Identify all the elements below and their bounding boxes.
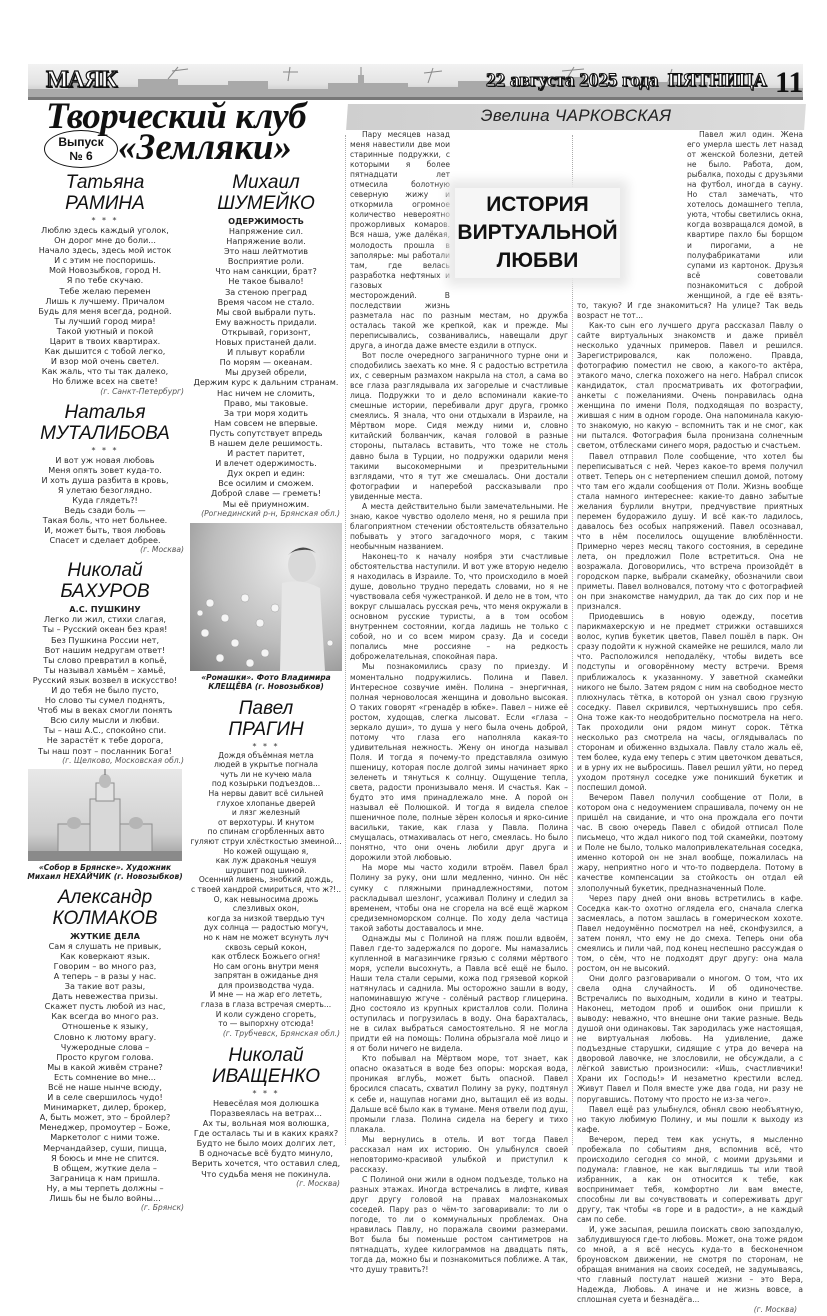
poem-line: О, как невыносима дрожь — [213, 894, 319, 904]
poem-line: Невесёлая моя долюшка — [212, 1097, 320, 1108]
poem-line: как луж драконья чешуя — [215, 856, 317, 866]
poem-line: Держим курс к дальним странам. — [193, 377, 339, 388]
poem-line: Люблю здесь каждый уголок, — [41, 225, 169, 235]
poem-line: Я боюсь и мне не спится. — [51, 1152, 159, 1163]
poem-line: Напряжение воли. — [226, 236, 306, 247]
story-column-1 — [350, 130, 568, 1275]
poem-line: Говорим – во много раз, — [53, 960, 157, 971]
story-paragraph: Как-то сын его лучшего друга рассказал Павлу о сайте виртуальных знакомств и даже привёл несколько удачных примеров. Павел и решился. Зарегистрировался, как положено. Правда, фотографию поместил не свою, а какого-то актёра, этакого мачо, слегка похожего на него. Набрал список кандидаток, стал просматривать их фотографии, анкеты с пожеланиями. Очень понравилась одна женщина по имени Поля, подходящая по возрасту, жившая с ним в одном городе. Она напоминала какую-то знакомую, но какую – вспомнить так и не смог, как ни пытался. Фотография была пронизана солнечным светом, отблесками синего моря, радостью и счастьем. — [577, 320, 803, 451]
poem-line: Ему важность придали. — [215, 316, 317, 327]
poem-line: по спинам сгорбленных авто — [207, 827, 325, 837]
poem-line: Время часом не стало. — [217, 296, 315, 307]
poem-line: Ах ты, вольная моя волюшка, — [202, 1118, 330, 1129]
poem-line: И взор мой очень светел. — [50, 356, 160, 367]
story-paragraph: С Полиной они жили в одном подъезде, только на разных этажах. Иногда встречались в лифте, кивая друг другу головой на правах малознакомых соседей. Пару раз о чём-то заговаривали: то ли о погоде, то ли о коммунальных проблемах. Она нравилась Павлу, но поражала своими размерами. Вот была бы поменьше ростом сантиметров на пятнадцать, худее килограммов на двадцать пять, тогда да, можно бы и познакомиться поближе. А так, что душу травить?! — [350, 1174, 568, 1275]
issue-number: № 6 — [69, 149, 93, 163]
poem-line: И растет паритет, — [227, 448, 305, 459]
story-paragraph: Они долго разговаривали о многом. О том, что их свела одна случайность. И об одиночестве. Встречались по выходным, ходили в кино и театры. Наконец, методом проб и ошибок они пришли к выводу: неважно, что внешне они такие разные. Ведь душой они одинаковы. Так зародилась уже настоящая, не виртуальная любовь. На удивление, даже подъездные старушки, сидящие с утра до вечера на дворовой лавочке, не злословили, не обсуждали, а с лёгкой завистью произносили: «Ишь, счастливчики! Храни их Господь!» И незаметно крестили вслед. Живут Павел и Поля вместе уже два года, ни разу не поругавшись. Потому что просто не из-за чего». — [577, 973, 803, 1104]
story-paragraphs — [577, 130, 803, 1305]
poem-line: И, может быть, твоя любовь — [44, 525, 166, 536]
poem-line: Мой Новозыбков, город Н. — [48, 265, 162, 276]
daisies-caption-2: КЛЕЩЁВА (г. Новозыбков) — [208, 682, 324, 692]
poem-kolmakov — [22, 941, 188, 1203]
poem-line: Скажет пусть любой из нас, — [44, 1001, 166, 1012]
author-first-name: Михаил — [232, 172, 300, 193]
poem-line: В общем, жуткие дела – — [53, 1162, 157, 1173]
author-last-name: МУТАЛИБОВА — [40, 422, 170, 444]
poem-line: Всю силу мысли и любви. — [50, 715, 160, 726]
author-last-name: ИВАЩЕНКО — [212, 1065, 320, 1087]
poem-line: Мы друзей обрели, — [225, 367, 307, 378]
poem-line: Как жаль, что ты так далеко, — [41, 366, 169, 377]
poem-line: По морям — океанам. — [219, 357, 313, 368]
poem-line: Доброй славе — греметь! — [211, 488, 321, 499]
poem-place: (Рогнединский р-н, Брянская обл.) — [201, 508, 340, 518]
poem-line: И с этим не поспоришь. — [54, 255, 156, 266]
poem-place: (г. Брянск) — [140, 1203, 184, 1213]
poem-line: Мерчандайзер, суши, пицца, — [43, 1142, 167, 1153]
newspaper-logo: МАЯК — [46, 67, 117, 93]
poem-line: Есть сомнение во мне... — [54, 1071, 156, 1082]
poem-line: дух солнца — радостью могуч, — [203, 923, 329, 933]
cathedral-illustration — [28, 769, 182, 861]
poem-line: За стеною преград — [225, 286, 307, 297]
story-paragraph: Кто побывал на Мёртвом море, тот знает, как опасно оказаться в воде без опоры: морская вода, проникая вглубь, может быть опасной. Павел бросился спасать, схватил Полину за руку, подтянул к себе и, нащупав ногами дно, вытащил её из воды. Дальше всё было как в тумане. Меня отвели под душ, промыли глаза. Полина сидела на берегу и тихо плакала. — [350, 1054, 568, 1134]
story-paragraph: Вечером Павел получил сообщение от Поли, в котором она с недоумением спрашивала, почему он не пришёл на свидание, и что она прождала его почти час. В свою очередь Павел с обидой отписал Поле письмецо, что ждал никого под той скамейки, поэтому и Поле не было, только малопривлекательная соседка, именно которой он не знал вообще, пожалилась на жару, неприятно ного и что-то подвердела. Потому в качестве компенсации за стойкость он отдал ей злополучный букетик, предназначенный Поле. — [577, 793, 803, 893]
poem-line: Куда глядеть?! — [72, 494, 138, 505]
author-name-ivashchenko — [188, 1043, 344, 1088]
poem-line: Но кожей ощущаю я, — [223, 846, 309, 856]
author-last-name: ПРАГИН — [228, 718, 304, 740]
poem-line: гуляют струи хлёсткостью змеиной... — [190, 836, 342, 846]
poem-line: Царит в твоих квартирах. — [49, 336, 161, 347]
poem-line: Я по тебе скучаю. — [66, 275, 144, 286]
author-name-pragin — [188, 696, 344, 741]
poem-line: Просто кругом голова. — [56, 1051, 154, 1062]
poem-line: И мне — на жар его лететь, — [209, 990, 323, 1000]
poem-mutalibova — [22, 455, 188, 546]
poem-line: Это наш лейтмотив — [223, 246, 309, 257]
poem-line: слезливых окон, — [232, 904, 300, 914]
poem-line: Всё не наше нынче всюду, — [48, 1081, 162, 1092]
author-first-name: Александр — [57, 886, 153, 908]
story-column-2 — [577, 130, 803, 1315]
author-last-name: КОЛМАКОВ — [52, 907, 158, 929]
poem-ivashchenko — [188, 1098, 344, 1179]
headline-line-2: ВИРТУАЛЬНОЙ — [457, 221, 618, 244]
headline-line-3: ЛЮБВИ — [496, 249, 579, 272]
section-title-line1: Творческий клуб — [46, 96, 307, 137]
poem-line: но к нам не может всунуть луч — [203, 932, 329, 942]
story-paragraph: Пару месяцев назад меня навестили две мои старинные подружки, с которыми я более пятнадцати лет отмесила болотную северную жижу и откормила огромное количество невероятно прожорливых комаров. Вся наша, уже далёкая, молодость прошла в заполярье: мы работали там, где велась разработка нефтяных и газовых месторождений. В последствии жизнь разметала нас по разным местам, но дружба осталась такой же крепкой, как и прежде. Мы переписывались, созванивались, навещали друг друга, а иногда даже вместе ездили в отпуск. — [350, 130, 568, 350]
poem-line: И плывут корабли — [227, 347, 305, 358]
poem-place: (г. Москва) — [140, 545, 184, 555]
author-name-shumeiko — [188, 170, 344, 215]
story-paragraph: Павел жил один. Жена его умерла шесть лет назад от женской болезни, детей не было. Работа, дом, рыбалка, походы с друзьями на футбол, иногда в сауну. Но стал замечать, что хотелось домашнего тепла, уюта, чтобы светились окна, когда возвращался домой, в квартире пахло бы борщом и пирогами, а не полуфабрикатами или супами из картонок. Друзья всё советовали познакомиться с доброй женщиной, а где её взять-то, такую? И где знакомиться? На улице? Так ведь возраст не тот... — [577, 130, 803, 320]
poem-line: когда за низкой твердью туч — [207, 913, 325, 923]
poem-line: Чтоб мы в веках смогли понять — [37, 705, 173, 716]
poem-line: Ну, а мы терпеть должны – — [46, 1182, 164, 1193]
poem-line: Словно к лютому врагу. — [53, 1031, 157, 1042]
poem-line: Ты называл хамьём – хамьё, — [44, 664, 166, 675]
poets-column-middle — [188, 170, 344, 1189]
poem-line: Чужеродные слова – — [60, 1041, 150, 1052]
poem-ramina — [22, 225, 188, 387]
poem-line: людей в укрытье погнала — [213, 760, 318, 770]
poem-line: Такая боль, что нет больнее. — [42, 515, 168, 526]
poem-line: Ты лучший город мира! — [54, 315, 156, 326]
poem-line: Спасет и сделает добрее. — [49, 535, 161, 546]
poem-stars: * * * — [252, 741, 280, 751]
story-paragraph: Мы познакомились сразу по приезду. И моментально подружились. Полина и Павел. Интересное созвучие имён. Полина – энергичная, полная черноволосая женщина и довольно высокая. О таких говорят «гренадёр в юбке». Павел – ниже её ростом, худощав, слегка лысоват. Если «глаза – зеркало души», то душа у него была очень доброй, потому что глаза его наполняла какая-то удивительная нежность. Жену он иногда называл Поля. И тогда я почему-то представляла озимую пшеницу, которая после долгой зимы начинает ярко зеленеть и тянуться к солнцу. Ощущение тепла, света, радости пронизывало меня. И счастья. Как – будто это имя принадлежало мне. А порой он называл её Полюшкой. И тогда я видела спелое пшеничное поле, полные зёрен колосья и ярко-синие васильки, такие, как глаза у Павла. Полина смущалась, отмахивалась от него, смеялась. Но было понятно, что они очень любили друг друга и дорожили этой любовью. — [350, 662, 568, 863]
poem-line: от верхотуры. И кнутом — [217, 817, 315, 827]
poem-line: В нашем деле решимость. — [209, 437, 323, 448]
column-divider — [345, 135, 346, 1145]
daisies-illustration — [190, 523, 342, 671]
poem-stars: * * * — [252, 1088, 280, 1098]
poem-line: Русский язык возвел в искусство! — [32, 674, 178, 685]
poem-line: Как всегда во много раз. — [51, 1011, 159, 1022]
poem-line: Где осталась ты и в каких краях? — [193, 1128, 339, 1139]
issue-date-text: 22 августа 2025 года — [485, 70, 659, 91]
section-title-line2: «Земляки» — [118, 127, 293, 168]
poem-line: и лязг железный — [231, 808, 301, 818]
poem-line: глаза в глаза встречая смерть... — [200, 1000, 332, 1010]
author-name-ramina — [22, 170, 188, 215]
poem-line: Сам я слушать не привык, — [48, 940, 162, 951]
author-first-name: Павел — [238, 697, 294, 719]
author-first-name: Николай — [67, 560, 143, 582]
poem-line: Как коверкают язык. — [60, 950, 150, 961]
poem-line: И хоть душа разбита в кровь, — [41, 474, 169, 485]
poem-stars: * * * — [91, 445, 119, 455]
poem-line: За три моря ходить — [223, 407, 309, 418]
poem-line: Будь для меня всегда, родной. — [38, 305, 172, 316]
poem-line: Без Пушкина России нет, — [50, 634, 160, 645]
author-first-name: Николай — [228, 1044, 304, 1066]
story-paragraph: Павел отправил Поле сообщение, что хотел бы переписываться с ней. Через какое-то время получил ответ. Теперь он с нетерпением спешил домой, потому что там его ждали сообщения от Поли. Жизнь вообще стала намного интереснее: какие-то давно забытые желания бурлили внутри, предчувствие приятных перемен будоражило душу. И всё как-то ладилось, давалось без особых напряжений. Павел осознавал, что в нём поселилось ощущение влюблённости. Примерно через месяц такого состояния, в середине лета, он предложил Поле встретиться. Она не возражала. Договорились, что встреча произойдёт в городском парке, выбрали скамейку, обозначили свои приметы. Павел волновался, потому что с фотографией он при знакомстве намудрил, да так до сих пор и не признался. — [577, 451, 803, 612]
story-paragraph: А места действительно были замечательными. Не знаю, какое чувство одолело меня, но я решила при благоприятном стечении обстоятельств обязательно побывать у этого загадочного моря, с таким необычным названием. — [350, 501, 568, 551]
poem-line: И до тебя не было пусто, — [51, 685, 159, 695]
poem-line: Верить хочется, что оставил след, — [191, 1158, 341, 1169]
poem-line: сквозь серый кокон, — [225, 942, 307, 952]
poem-line: то — выпорхну отсюда! — [218, 1019, 314, 1029]
poem-line: Напряжение сил. — [228, 226, 304, 236]
poem-line: Дух окреп и един: — [227, 468, 305, 479]
poem-title: А.С. ПУШКИНУ — [69, 604, 141, 615]
poem-line: Но слово ты сумел поднять, — [44, 695, 166, 706]
story-place: (г. Москва) — [753, 1305, 797, 1315]
poem-line: Тебе желаю перемен — [59, 285, 151, 296]
poem-line: Легко ли жил, стихи слагая, — [44, 614, 166, 625]
poem-line: Я улетаю безоглядно. — [57, 484, 153, 495]
cathedral-caption-1: «Собор в Брянске». Художник — [38, 862, 172, 872]
poem-line: Осенний ливень, знобкий дождь, — [198, 875, 334, 885]
poem-line: Ты слово превратил в копьё, — [43, 654, 167, 665]
daisies-photo — [190, 523, 342, 671]
poem-title: ОДЕРЖИМОСТЬ — [228, 216, 304, 226]
story-paragraph: Вечером, перед тем как уснуть, я мысленно пробежала по событиям дня, вспомнив всё, что происходило сегодня со мной, с моими друзьями и подумала: главное, не как выглядишь ты или твой избранник, а как он относится к тебе, как воспринимает тебя, комфортно ли вам вместе, способны ли вы сочувствовать и сопереживать друг другу, так чтобы «в горе и в радости», а не каждый сам по себе. — [577, 1134, 803, 1225]
poem-line: Будто не было моих долгих лет, — [196, 1138, 336, 1149]
poem-line: Ты – наш А.С., спокойно спи. — [43, 725, 167, 736]
poem-line: чуть ли не кучею мала — [220, 769, 312, 779]
story-headline — [455, 188, 620, 278]
cathedral-painting — [28, 769, 182, 861]
poem-line: Открывай, горизонт, — [221, 326, 311, 337]
poem-line: Что нам санкции, брат? — [215, 266, 317, 277]
poem-line: И коли суждено сгореть, — [215, 1009, 317, 1019]
poem-line: запрятан в ожиданье дня — [213, 971, 319, 981]
poem-line: глухое хлопанье дверей — [216, 798, 316, 808]
poem-line: Отношенье к языку, — [61, 1021, 149, 1032]
poem-line: Право, мы таковые. — [223, 397, 309, 408]
poem-line: Нас ничем не сломить, — [217, 387, 315, 398]
poem-line: Заграница к нам пришла. — [49, 1172, 161, 1183]
poem-line: Он дорог мне до боли... — [54, 235, 156, 246]
story-paragraph: Мы вернулись в отель. И вот тогда Павел рассказал нам их историю. Он улыбнулся своей неповторимо-красивой улыбкой и приступил к рассказу. — [350, 1134, 568, 1174]
poem-stars: * * * — [91, 216, 119, 225]
poem-line: И вот уж новая любовь — [55, 454, 155, 465]
poem-line: Не зарастёт к тебе дорога, — [46, 735, 164, 746]
author-last-name: ШУМЕЙКО — [217, 193, 315, 214]
poem-line: Лишь бы не было войны... — [49, 1193, 161, 1203]
poem-title: ЖУТКИЕ ДЕЛА — [70, 930, 140, 941]
poem-line: И в селе свершилось чудо! — [47, 1092, 163, 1103]
poem-line: Меня опять зовет куда-то. — [48, 464, 162, 475]
poem-line: Восприятие роли. — [227, 256, 305, 267]
poem-line: для производства чуда. — [217, 980, 315, 990]
poem-line: Такой уютный и покой — [56, 325, 154, 336]
poem-line: Ведь сзади боль — — [64, 504, 146, 515]
author-name-kolmakov — [22, 885, 188, 930]
poem-line: На нервы давит всё сильней — [208, 789, 324, 798]
story-paragraph: Через пару дней они вновь встретились в кафе. Соседка как-то охотно оглядела его, сначала слегка засмеялась, а потом зашлась в гомерическом хохоте. Павел недоумённо посмотрел на неё, сконфузился, а затем понял, что ему не до смеха. Теперь они оба смеялись и пили чай, под конец неспешно рассуждая о том, о сём, что не подходят друг другу: она мала ростом, он не высокий. — [577, 893, 803, 973]
author-last-name: БАХУРОВ — [60, 581, 150, 603]
story-paragraph: Приодевшись в новую одежду, посетив парикмахерскую и не предмет стрижки оставшихся волос, купив букетик цветов, Павел пошёл в парк. Он сразу подойти к нужной скамейке не решился, мало ли что. Расположился неподалёку, чтобы видеть все подступы и оговорённому месту встречи. Время приближалось к указанному. У заветной скамейки никого не было. Затем рядом с ним на свободное место плюхнулась тётка, в которой он узнал свою грузную соседку. Павел скривился, чертыхнувшись про себя. Она тоже как-то неодобрительно посмотрела на него. Так проходили они рядом минут сорок. Тётка несколько раз смотрела на часы, оглядывалась по сторонам и обиженно вздыхала. Павлу стало жаль её, тем более, куда ему теперь с этим цветочком деваться, и в урну их не выбросишь. Павел решил уйти, но перед уходом протянул соседке уже поникший букетик и поспешил домой. — [577, 612, 803, 793]
poem-line: В одночасье всё будто минуло, — [199, 1148, 333, 1159]
poem-line: Начало здесь, здесь мой исток — [38, 245, 172, 256]
story-paragraph: Вот после очередного заграничного турне они и сподобились заехать ко мне. Я с радостью встретила их, с северным размахом накрыла на стол, а сама во все глаза разглядывала их загорелые и счастливые лица. Подружки то и дело вспоминали какие-то смешные истории, перебивали друг друга, громко смеялись. Я знала, что они отдыхали в Израиле, на Мёртвом море. Сидя между ними и, словно китайский болванчик, качая головой в разные стороны, пыталась вставить, что тоже не столь давно была в Турции, но подружки одарили меня такими высокомерными и презрительными взглядами, что я тут же смешалась. Они достали фотографии и наперебой рассказывали про увиденные места. — [350, 351, 568, 501]
poem-line: А, быть может, это – бройлер? — [39, 1112, 171, 1123]
column-divider — [572, 135, 573, 1145]
author-first-name: Наталья — [64, 401, 146, 423]
poem-line: Как дышится с тобой легко, — [44, 346, 166, 357]
poem-place: (г. Трубчевск, Брянская обл.) — [222, 1028, 340, 1038]
poem-line: Вот нашим недругам ответ! — [44, 644, 166, 655]
poets-column-left — [22, 170, 188, 1213]
headline-line-1: ИСТОРИЯ — [486, 193, 589, 216]
story-author: Эвелина ЧАРКОВСКАЯ — [480, 106, 672, 125]
poem-shumeiko — [188, 226, 344, 509]
poem-line: Лишь к лучшему. Причалом — [45, 295, 165, 306]
poem-line: Но сам огонь внутри меня — [213, 961, 319, 971]
issue-weekday: ПЯТНИЦА — [667, 70, 767, 91]
poem-line: Нам совсем не впервые. — [214, 417, 318, 428]
poem-pragin — [188, 751, 344, 1029]
poem-line: Ты наш поэт – посланник Бога! — [38, 745, 172, 756]
poem-line: Менеджер, промоутер – Боже, — [39, 1122, 171, 1133]
poem-line: шуршит под шиной. — [225, 865, 307, 875]
poem-line: Дождя объёмная метла — [218, 750, 314, 760]
author-name-mutalibova — [22, 400, 188, 445]
story-paragraph: Наконец-то к началу ноября эти счастливые обстоятельства наступили. И вот уже вторую неделю я находилась в Израиле. То, что происходило в моей душе, довольно трудно передать словами, но я не чувствовала себя чужестранкой. И дело не в том, что вокруг слышалась русская речь, что меня окружали в основном русские туристы, а в том особом внутреннем состоянии, когда ладишь не только с собой, но и со всем миром сразу. Да и соседи попались мне россияне – на редкость доброжелательная, спокойная пара. — [350, 551, 568, 662]
poem-line: Мы в какой живём стране? — [47, 1061, 163, 1072]
poem-line: Маркетолог с ними тоже. — [50, 1132, 160, 1143]
poem-line: с твоей хандрой смириться, что ж?!.. — [190, 884, 342, 894]
poem-line: Все осилим и сможем. — [218, 478, 314, 489]
poem-line: Новых пристаней дали. — [215, 337, 317, 348]
story-paragraph: На море мы часто ходили втроём. Павел брал Полину за руку, они шли медленно, чинно. Он нёс сумку с пляжными принадлежностями, потом раскладывал шезлонг, усаживал Полину и следил за временем, чтобы она не сгорела на всё ещё жарком средиземноморском солнце. По ходу дела частица такой заботы доставалось и мне. — [350, 863, 568, 933]
poem-line: под козырьки подъездов... — [211, 779, 321, 789]
daisies-caption-1: «Ромашки». Фото Владимира — [201, 672, 331, 682]
poem-line: Минимаркет, дилер, брокер, — [43, 1102, 167, 1113]
poem-place: (г. Санкт-Петербург) — [100, 386, 184, 396]
page-number: 11 — [775, 66, 804, 99]
issue-badge — [44, 130, 118, 168]
poem-line: И влечет одержимость. — [215, 458, 317, 469]
story-paragraph: И, уже засыпая, решила поискать свою запоздалую, заблудившуюся где-то любовь. Может, она тоже рядом со мной, а я всё несусь куда-то в бесконечном броуновском движении, не смотря по сторонам, не обращая внимания на своих соседей, не задумываясь, что главный постулат нашей жизни – это Вера, Надежда, Любовь. А иначе и не жизнь вовсе, а сплошная суета и безнадёга... — [577, 1225, 803, 1305]
poem-place: (г. Щелково, Московская обл.) — [62, 755, 184, 765]
poem-line: А теперь – в разы у нас. — [53, 970, 157, 981]
issue-date — [486, 70, 767, 92]
poem-line: как отблеск Божьего огня! — [211, 952, 321, 962]
poem-line: Мы её приумножим. — [222, 498, 310, 509]
poem-line: Что судьба меня не покинула. — [201, 1168, 331, 1179]
story-paragraph: Однажды мы с Полиной на пляж пошли вдвоём, Павел где-то задержался по дороге. Мы намазались купленной в магазинчике грязью с солями мёртвого моря, успели высохнуть, а Павла всё ещё не было. Наши тела стали серыми, кожа под грязевой коркой натянулась и саднила. Мы осторожно зашли в воду, напоминавшую жгуче - солёный раствор глицерина. Дно состояло из крупных кристаллов соли. Полина оступилась и погрузилась в воду. Она барахталась, не в силах выбраться самостоятельно. Я не могла придти ей на помощь: Полина обрызгала моё лицо и я от боли ничего не видела. — [350, 933, 568, 1054]
poem-line: Мы свой выбрали путь. — [216, 306, 316, 317]
poem-line: Дать невежества призы. — [51, 991, 159, 1002]
poem-line: Ты – Русский океан без края! — [42, 624, 168, 635]
poem-line: Не такое бывало! — [228, 276, 304, 287]
poem-line: Пусть сопутствует впредь — [209, 427, 323, 438]
author-first-name: Татьяна — [65, 172, 145, 193]
author-name-bakhurov — [22, 558, 188, 603]
cathedral-caption-2: Михаил НЕХАЙЧИК (г. Новозыбков) — [27, 872, 183, 882]
poem-place: (г. Москва) — [296, 1178, 340, 1188]
poem-line: Но ближе всех на свете! — [52, 376, 158, 387]
poem-line: Поразвеялась на ветрах... — [210, 1107, 322, 1118]
author-last-name: РАМИНА — [65, 193, 145, 214]
poem-line: За такие вот разы, — [64, 981, 146, 992]
story-paragraph: Павел ещё раз улыбнулся, обнял свою необъятную, но такую любимую Полину, и мы пошли к выходу из кафе. — [577, 1104, 803, 1134]
poem-bakhurov — [22, 614, 188, 755]
issue-label: Выпуск — [58, 135, 104, 149]
